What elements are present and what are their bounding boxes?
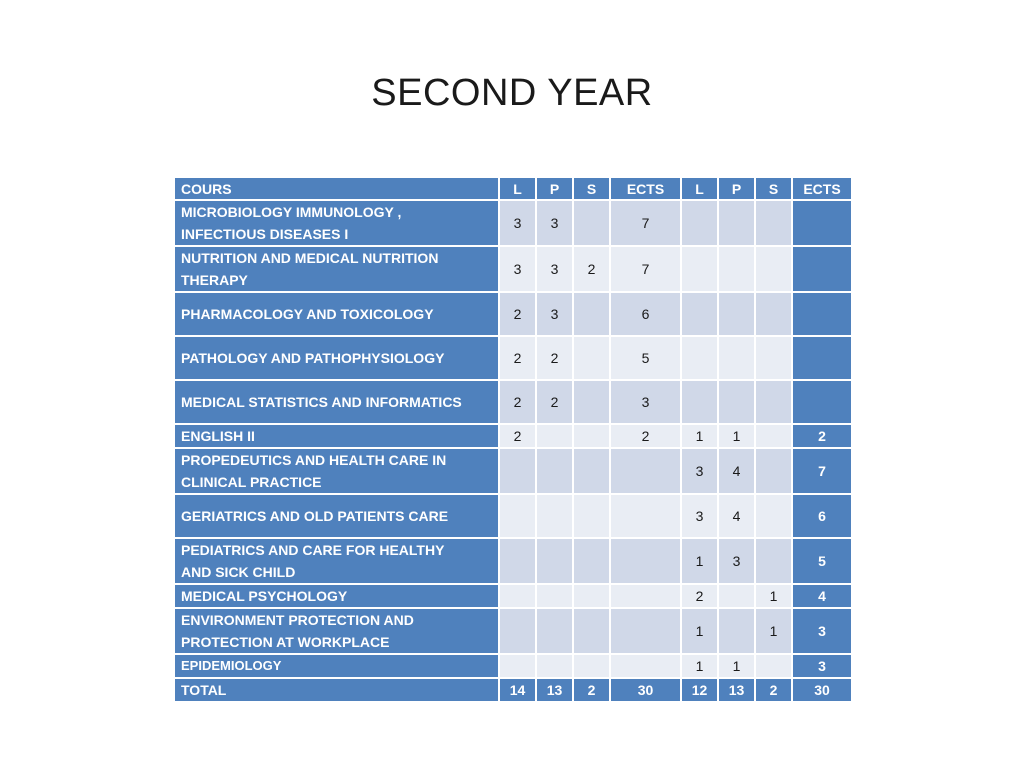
cell-ects-2: 3 <box>792 608 852 654</box>
cell-s-2 <box>755 654 792 678</box>
course-name-line: ENVIRONMENT PROTECTION AND <box>181 612 414 628</box>
cell-p-2: 1 <box>718 654 755 678</box>
cell-ects-1: 6 <box>610 292 681 336</box>
cell-p-1: 3 <box>536 200 573 246</box>
cell-l-2: 3 <box>681 494 718 538</box>
total-cell: 30 <box>792 678 852 702</box>
cell-ects-2: 5 <box>792 538 852 584</box>
course-name-line: INFECTIOUS DISEASES I <box>181 226 349 242</box>
cell-ects-2: 7 <box>792 448 852 494</box>
cell-ects-1: 3 <box>610 380 681 424</box>
cell-l-1 <box>499 654 536 678</box>
course-name-line: AND SICK CHILD <box>181 564 296 580</box>
header-ects-2: ECTS <box>792 177 852 200</box>
cell-l-1 <box>499 584 536 608</box>
header-s-1: S <box>573 177 610 200</box>
course-name-line: EPIDEMIOLOGY <box>181 658 282 673</box>
cell-ects-1 <box>610 608 681 654</box>
cell-ects-1: 7 <box>610 246 681 292</box>
table-row <box>174 448 852 494</box>
total-cell: 2 <box>755 678 792 702</box>
total-row <box>174 678 852 702</box>
cell-l-1: 2 <box>499 424 536 448</box>
cell-p-2 <box>718 380 755 424</box>
cell-l-2: 1 <box>681 424 718 448</box>
table-row <box>174 246 852 292</box>
course-name-line: PEDIATRICS AND CARE FOR HEALTHY <box>181 542 445 558</box>
cell-p-1: 2 <box>536 380 573 424</box>
cell-s-2 <box>755 200 792 246</box>
course-name-line: CLINICAL PRACTICE <box>181 474 322 490</box>
total-label: TOTAL <box>174 678 499 702</box>
course-name-cell <box>174 200 499 246</box>
header-row <box>174 177 852 200</box>
cell-ects-1: 7 <box>610 200 681 246</box>
cell-p-1 <box>536 424 573 448</box>
cell-s-2 <box>755 292 792 336</box>
total-cell: 13 <box>536 678 573 702</box>
table-row <box>174 538 852 584</box>
course-name-cell <box>174 336 499 380</box>
cell-p-2: 4 <box>718 448 755 494</box>
cell-ects-1 <box>610 448 681 494</box>
cell-l-1: 3 <box>499 246 536 292</box>
cell-ects-2 <box>792 380 852 424</box>
cell-s-1 <box>573 584 610 608</box>
cell-ects-1: 2 <box>610 424 681 448</box>
cell-s-2: 1 <box>755 608 792 654</box>
table-row <box>174 584 852 608</box>
course-name-cell <box>174 424 499 448</box>
cell-s-2 <box>755 494 792 538</box>
course-name-line: PROTECTION AT WORKPLACE <box>181 634 390 650</box>
cell-l-1: 2 <box>499 292 536 336</box>
cell-ects-2 <box>792 336 852 380</box>
total-cell: 30 <box>610 678 681 702</box>
cell-p-2 <box>718 608 755 654</box>
cell-s-1 <box>573 424 610 448</box>
cell-l-2: 1 <box>681 608 718 654</box>
cell-l-2 <box>681 292 718 336</box>
header-l-2: L <box>681 177 718 200</box>
cell-ects-2 <box>792 292 852 336</box>
cell-l-1 <box>499 494 536 538</box>
cell-p-1 <box>536 448 573 494</box>
cell-ects-1 <box>610 494 681 538</box>
cell-s-2 <box>755 380 792 424</box>
page-title: SECOND YEAR <box>371 72 653 114</box>
course-name-line: GERIATRICS AND OLD PATIENTS CARE <box>181 508 449 524</box>
total-cell: 14 <box>499 678 536 702</box>
course-name-cell <box>174 246 499 292</box>
cell-s-1 <box>573 292 610 336</box>
cell-ects-2 <box>792 246 852 292</box>
header-ects-1: ECTS <box>610 177 681 200</box>
cell-p-1 <box>536 608 573 654</box>
header-p-1: P <box>536 177 573 200</box>
total-cell: 13 <box>718 678 755 702</box>
course-name-line: ENGLISH II <box>181 428 255 444</box>
course-name-line: PHARMACOLOGY AND TOXICOLOGY <box>181 306 434 322</box>
course-name-line: THERAPY <box>181 272 248 288</box>
header-l-1: L <box>499 177 536 200</box>
cell-l-1: 2 <box>499 336 536 380</box>
course-name-line: PATHOLOGY AND PATHOPHYSIOLOGY <box>181 350 445 366</box>
header-cours: COURS <box>174 177 499 200</box>
cell-s-1 <box>573 538 610 584</box>
cell-s-1 <box>573 654 610 678</box>
cell-s-1 <box>573 200 610 246</box>
cell-l-2 <box>681 336 718 380</box>
cell-l-2 <box>681 246 718 292</box>
header-p-2: P <box>718 177 755 200</box>
cell-ects-2: 4 <box>792 584 852 608</box>
table-row <box>174 336 852 380</box>
course-name-cell <box>174 380 499 424</box>
cell-s-1 <box>573 336 610 380</box>
cell-p-1 <box>536 494 573 538</box>
course-name-line: MEDICAL STATISTICS AND INFORMATICS <box>181 394 462 410</box>
course-name-line: NUTRITION AND MEDICAL NUTRITION <box>181 250 439 266</box>
cell-s-2 <box>755 424 792 448</box>
cell-s-1 <box>573 380 610 424</box>
cell-p-2 <box>718 200 755 246</box>
cell-l-2 <box>681 200 718 246</box>
cell-p-2: 3 <box>718 538 755 584</box>
cell-l-1 <box>499 538 536 584</box>
course-name-cell <box>174 494 499 538</box>
cell-ects-1: 5 <box>610 336 681 380</box>
course-name-cell <box>174 584 499 608</box>
cell-ects-2 <box>792 200 852 246</box>
course-name-cell <box>174 608 499 654</box>
cell-p-1: 3 <box>536 292 573 336</box>
header-s-2: S <box>755 177 792 200</box>
course-name-line: PROPEDEUTICS AND HEALTH CARE IN <box>181 452 447 468</box>
cell-l-1: 2 <box>499 380 536 424</box>
table-row <box>174 608 852 654</box>
cell-ects-2: 3 <box>792 654 852 678</box>
cell-ects-2: 6 <box>792 494 852 538</box>
table-body <box>174 200 852 702</box>
cell-p-2: 1 <box>718 424 755 448</box>
table-row <box>174 654 852 678</box>
cell-ects-2: 2 <box>792 424 852 448</box>
cell-l-2: 2 <box>681 584 718 608</box>
cell-ects-1 <box>610 538 681 584</box>
cell-p-1 <box>536 654 573 678</box>
cell-l-2 <box>681 380 718 424</box>
cell-p-1 <box>536 584 573 608</box>
cell-s-1 <box>573 608 610 654</box>
cell-s-1 <box>573 448 610 494</box>
course-name-cell <box>174 538 499 584</box>
cell-s-1 <box>573 494 610 538</box>
cell-l-1: 3 <box>499 200 536 246</box>
cell-p-2 <box>718 336 755 380</box>
table-row <box>174 494 852 538</box>
cell-l-2: 1 <box>681 538 718 584</box>
cell-s-2 <box>755 538 792 584</box>
table-row <box>174 380 852 424</box>
table-row <box>174 424 852 448</box>
total-cell: 2 <box>573 678 610 702</box>
cell-s-2 <box>755 448 792 494</box>
cell-p-2 <box>718 292 755 336</box>
cell-s-2 <box>755 336 792 380</box>
cell-l-1 <box>499 448 536 494</box>
cell-s-2 <box>755 246 792 292</box>
cell-ects-1 <box>610 584 681 608</box>
cell-p-2: 4 <box>718 494 755 538</box>
cell-l-2: 3 <box>681 448 718 494</box>
cell-p-1 <box>536 538 573 584</box>
table-row <box>174 200 852 246</box>
cell-p-1: 2 <box>536 336 573 380</box>
cell-s-2: 1 <box>755 584 792 608</box>
cell-ects-1 <box>610 654 681 678</box>
course-name-line: MEDICAL PSYCHOLOGY <box>181 588 348 604</box>
cell-l-1 <box>499 608 536 654</box>
course-name-line: MICROBIOLOGY IMMUNOLOGY , <box>181 204 402 220</box>
table-row <box>174 292 852 336</box>
cell-p-1: 3 <box>536 246 573 292</box>
course-name-cell <box>174 448 499 494</box>
cell-p-2 <box>718 246 755 292</box>
course-name-cell <box>174 654 499 678</box>
cell-s-1: 2 <box>573 246 610 292</box>
course-name-cell <box>174 292 499 336</box>
cell-p-2 <box>718 584 755 608</box>
cell-l-2: 1 <box>681 654 718 678</box>
total-cell: 12 <box>681 678 718 702</box>
course-table <box>173 176 853 703</box>
